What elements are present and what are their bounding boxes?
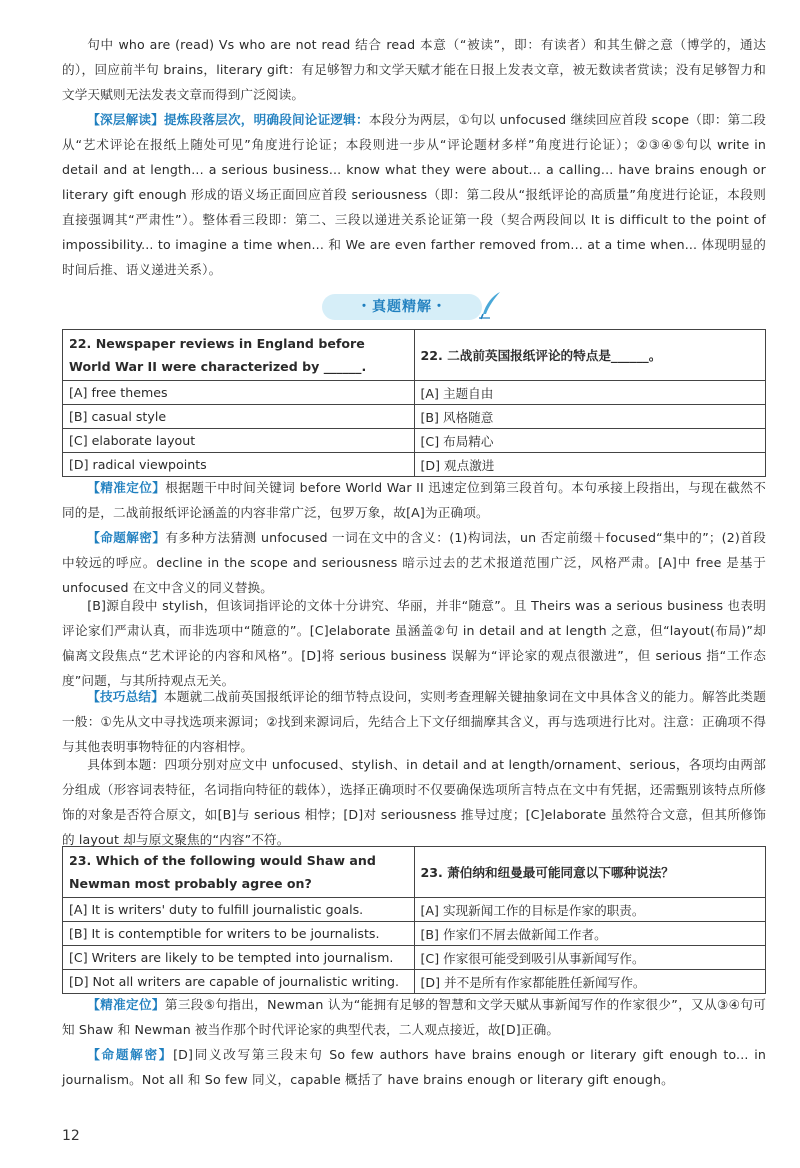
- q22-locate-paragraph: [62, 475, 766, 525]
- q22-option-en: [A] free themes: [63, 381, 415, 405]
- page-number: 12: [62, 1128, 80, 1144]
- q23-en-question: 23. Which of the following would Shaw and Newman most probably agree on?: [63, 847, 415, 898]
- q23-option-cn: [C] 作家很可能受到吸引从事新闻写作。: [414, 946, 766, 970]
- q22-option-en: [C] elaborate layout: [63, 429, 415, 453]
- deep-reading-tag: 【深层解读】: [87, 112, 164, 127]
- q23-locate-text: 第三段⑤句指出，Newman 认为“能拥有足够的智慧和文学天赋从事新闻写作的作家很少”，又从③④句可知 Shaw 和 Newman 被当作那个时代评论家的典型代表，二人观点接近，故[D]正确。: [62, 997, 767, 1037]
- q22-cn-question: 22. 二战前英国报纸评论的特点是______。: [414, 330, 766, 381]
- deep-reading-lead: 提炼段落层次，明确段间论证逻辑：: [163, 112, 369, 127]
- section-banner: [322, 294, 482, 320]
- q22-option-cn: [D] 观点激进: [414, 453, 766, 477]
- q22-en-question: 22. Newspaper reviews in England before World War II were characterized by ______.: [63, 330, 415, 381]
- q22-tip-text: 本题就二战前英国报纸评论的细节特点设问，实则考查理解关键抽象词在文中具体含义的能力。解答此类题一般：①先从文中寻找选项来源词；②找到来源词后，先结合上下文仔细揣摩其含义，再与选项进行比对。注意：正确项不得与其他表明事物特征的内容相悖。: [62, 689, 766, 754]
- q23-option-cn: [B] 作家们不屑去做新闻工作者。: [414, 922, 766, 946]
- question-23-table: [62, 846, 766, 994]
- q22-option-en: [D] radical viewpoints: [63, 453, 415, 477]
- banner-title: ・真题精解・: [357, 299, 447, 315]
- paragraph-read-analysis: 句中 who are (read) Vs who are not read 结合 read 本意（“被读”，即：有读者）和其生僻之意（博学的，通达的），回应前半句 brains，literary gift：有足够智力和文学天赋才能在日报上发表文章，被无数读者赏读；没有足够智力和文学天赋则无法发表文章而得到广泛阅读。: [62, 37, 766, 102]
- q23-secret-tag: 【命题解密】: [87, 1047, 174, 1062]
- q23-option-en: [A] It is writers' duty to fulfill journalistic goals.: [63, 898, 415, 922]
- paragraph-deep-reading: [62, 107, 766, 282]
- q22-secret-paragraph-2: [B]源自段中 stylish，但该词指评论的文体十分讲究、华丽，并非“随意”。且 Theirs was a serious business 也表明评论家们严肃认真，而非选项中“随意的”。[C]elaborate 虽涵盖②句 in detail and at length 之意，但“layout(布局)”却偏离文段焦点“艺术评论的内容和风格”。[D]将 serious business 误解为“评论家的观点很激进”，但 serious 指“工作态度”问题，与其所持观点无关。: [62, 598, 766, 688]
- q22-tip-paragraph: [62, 684, 766, 759]
- q23-cn-question: 23. 萧伯纳和纽曼最可能同意以下哪种说法？: [414, 847, 766, 898]
- q22-locate-text: 根据题干中时间关键词 before World War II 迅速定位到第三段首句。本句承接上段指出，与现在截然不同的是，二战前报纸评论涵盖的内容非常广泛，包罗万象，故[A]为正确项。: [62, 480, 767, 520]
- q22-tip-tag: 【技巧总结】: [87, 689, 165, 704]
- deep-reading-text: 本段分为两层，①句以 unfocused 继续回应首段 scope（即：第二段从“艺术评论在报纸上随处可见”角度进行论证；本段则进一步从“评论题材多样”角度进行论证）；②③④⑤句以 write in detail and at length... a serious business... know what they were about... a calling... have brains enough or literary gift enough 形成的语义场正面回应首段 seriousness（即：第二段从“报纸评论的高质量”角度进行论证，本段则直接强调其“严肃性”）。整体看三段即：第二、三段以递进关系论证第一段（契合两段间以 It is difficult to the point of impossibility... to imagine a time when... 和 We are even farther removed from... at a time when... 体现明显的时间后推、语义递进关系）。: [62, 112, 766, 277]
- quill-pen-icon: [478, 290, 504, 320]
- q22-secret-paragraph: [62, 525, 766, 600]
- q23-secret-text: [D]同义改写第三段末句 So few authors have brains enough or literary gift enough to... in journalism。Not all 和 So few 同义，capable 概括了 have brains enough or literary gift enough。: [62, 1047, 767, 1087]
- q23-locate-paragraph: [62, 992, 766, 1042]
- q22-option-cn: [C] 布局精心: [414, 429, 766, 453]
- q23-option-en: [C] Writers are likely to be tempted into journalism.: [63, 946, 415, 970]
- q22-locate-tag: 【精准定位】: [87, 480, 166, 495]
- q22-option-cn: [A] 主题自由: [414, 381, 766, 405]
- q23-option-en: [D] Not all writers are capable of journalistic writing.: [63, 970, 415, 994]
- q22-tip-paragraph-2: 具体到本题：四项分别对应文中 unfocused、stylish、in detail and at length/ornament、serious，各项均由两部分组成（形容词表特征，名词指向特征的载体），选择正确项时不仅要确保选项所言特点在文中有凭据，还需甄别该特点所修饰的对象是否符合原文，如[B]与 serious 相悖；[D]对 seriousness 推导过度；[C]elaborate 虽然符合文意，但其所修饰的 layout 却与原文聚焦的“内容”不符。: [62, 757, 766, 847]
- q23-option-cn: [A] 实现新闻工作的目标是作家的职责。: [414, 898, 766, 922]
- q23-secret-paragraph: [62, 1042, 766, 1092]
- question-22-table: [62, 329, 766, 477]
- q22-secret-tag: 【命题解密】: [87, 530, 166, 545]
- q23-locate-tag: 【精准定位】: [87, 997, 165, 1012]
- q22-option-en: [B] casual style: [63, 405, 415, 429]
- q23-option-cn: [D] 并不是所有作家都能胜任新闻写作。: [414, 970, 766, 994]
- q22-option-cn: [B] 风格随意: [414, 405, 766, 429]
- q23-option-en: [B] It is contemptible for writers to be journalists.: [63, 922, 415, 946]
- q22-secret-text: 有多种方法猜测 unfocused 一词在文中的含义：(1)构词法，un 否定前缀＋focused“集中的”；(2)首段中较远的呼应。decline in the scope and seriousness 暗示过去的艺术报道范围广泛，风格严肃。[A]中 free 是基于 unfocused 在文中含义的同义替换。: [62, 530, 766, 595]
